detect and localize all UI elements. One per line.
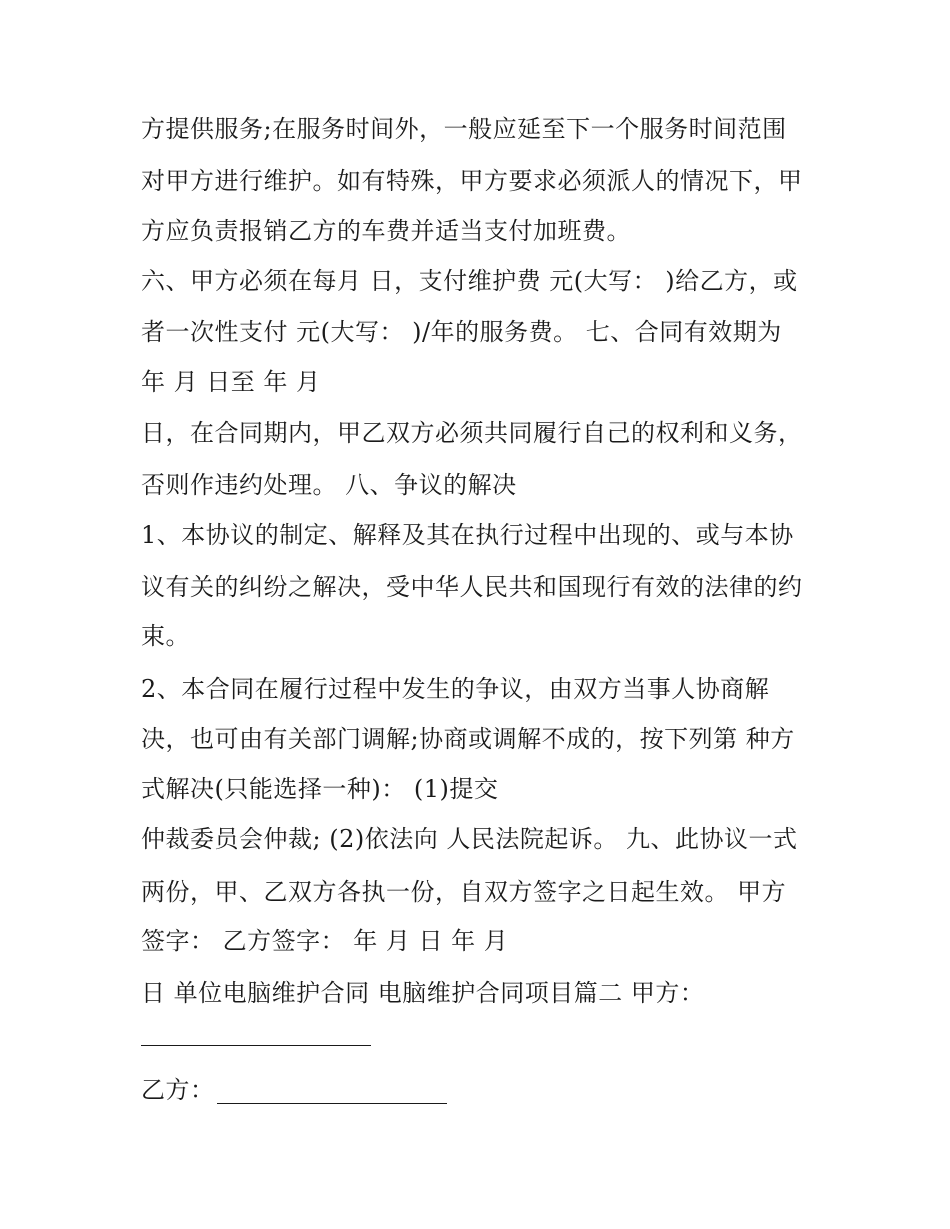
party-b-label: 乙方： <box>141 1076 215 1104</box>
text-line: 日 单位电脑维护合同 电脑维护合同项目篇二 甲方： <box>141 979 705 1007</box>
text-line: 束。 <box>141 622 190 650</box>
text-line: 签字： 乙方签字： 年 月 日 年 月 <box>141 927 509 955</box>
text-line: 1、本协议的制定、解释及其在执行过程中出现的、或与本协 <box>141 521 794 549</box>
party-a-signature-blank <box>141 1045 371 1046</box>
text-line: 议有关的纠纷之解决，受中华人民共和国现行有效的法律的约 <box>141 573 803 601</box>
text-line: 年 月 日至 年 月 <box>141 368 321 396</box>
text-line: 者一次性支付 元(大写： )/年的服务费。 七、合同有效期为 <box>141 318 782 346</box>
text-line: 方应负责报销乙方的车费并适当支付加班费。 <box>141 217 631 245</box>
text-line: 决，也可由有关部门调解;协商或调解不成的，按下列第 种方 <box>141 725 795 753</box>
text-line: 六、甲方必须在每月 日，支付维护费 元(大写： )给乙方，或 <box>141 267 798 295</box>
text-line: 2、本合同在履行过程中发生的争议，由双方当事人协商解 <box>141 675 770 703</box>
text-line: 仲裁委员会仲裁; (2)依法向 人民法院起诉。 九、此协议一式 <box>141 825 798 853</box>
text-line: 方提供服务;在服务时间外，一般应延至下一个服务时间范围 <box>141 115 787 143</box>
party-b-signature-blank <box>217 1102 447 1104</box>
text-line: 否则作违约处理。 八、争议的解决 <box>141 471 517 499</box>
text-line: 对甲方进行维护。如有特殊，甲方要求必须派人的情况下，甲 <box>141 167 803 195</box>
party-b-line <box>141 1074 447 1106</box>
text-line: 两份，甲、乙双方各执一份，自双方签字之日起生效。 甲方 <box>141 878 787 906</box>
text-line: 式解决(只能选择一种)： (1)提交 <box>141 775 499 803</box>
text-line: 日，在合同期内，甲乙双方必须共同履行自己的权利和义务， <box>141 419 803 447</box>
